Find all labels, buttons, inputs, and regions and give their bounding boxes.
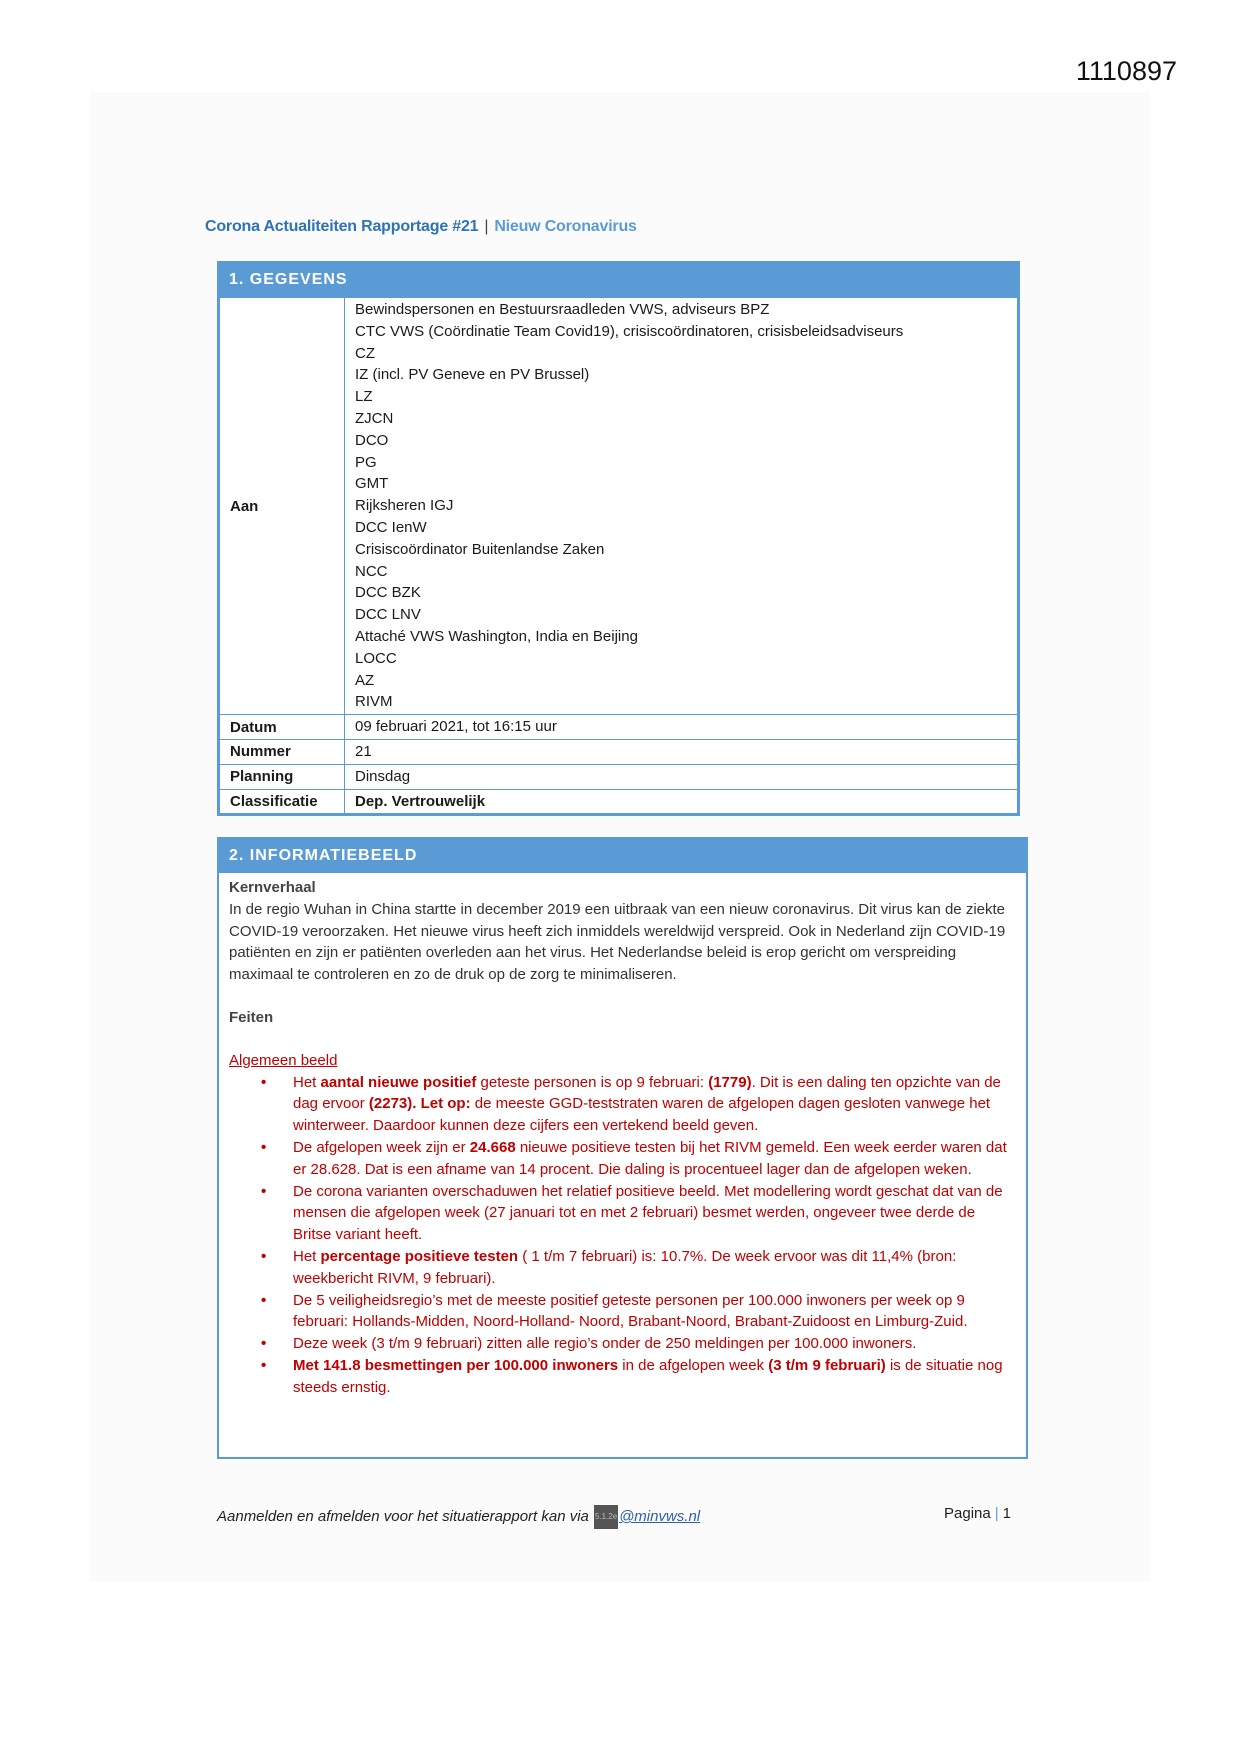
list-item: LOCC [355, 649, 397, 667]
list-item [293, 1181, 1016, 1246]
list-item: Bewindspersonen en Bestuursraadleden VWS, adviseurs BPZ [355, 301, 770, 318]
fact-text: De 5 veiligheidsregio’s met de meeste positief geteste personen per 100.000 inwoners per week op 9 februari: Hollands-Midden, Noord-Holland- Noord, Brabant-Noord, Brabant-Zuidoost en Limburg-Zuid. [293, 1291, 968, 1331]
page-separator: | [994, 1505, 999, 1522]
email-link[interactable]: @minvws.nl [619, 1507, 701, 1525]
page-number-label [944, 1505, 1011, 1522]
fact-text: is de situatie nog steeds ernstig. [293, 1356, 1003, 1396]
planning-value: Dinsdag [345, 764, 1018, 789]
classificatie-value: Dep. Vertrouwelijk [345, 789, 1018, 814]
list-item: CZ [355, 344, 375, 362]
kernverhaal-text: In de regio Wuhan in China startte in december 2019 een uitbraak van een nieuw coronavirus. Dit virus kan de ziekte COVID-19 veroorzaken. Het nieuwe virus heeft zich inmiddels wereldwijd verspreid. Ook in Nederland zijn COVID-19 patiënten en zijn er patiënten overleden aan het virus. Het Nederlandse beleid is erop gericht om verspreiding maximaal te controleren en zo de druk op de zorg te minimaliseren. [229, 900, 1006, 984]
section-informatiebeeld [217, 837, 1028, 1459]
facts-list [229, 1072, 1016, 1399]
kernverhaal-title: Kernverhaal [229, 879, 316, 896]
algemeen-beeld-title: Algemeen beeld [229, 1051, 338, 1069]
page-number: 1 [1002, 1505, 1011, 1522]
section-informatiebeeld-heading: 2. INFORMATIEBEELD [219, 839, 1026, 873]
classificatie-label: Classificatie [220, 789, 345, 814]
list-item: RIVM [355, 693, 393, 711]
list-item: Rijksheren IGJ [355, 497, 454, 515]
table-row [220, 764, 1018, 789]
nummer-value: 21 [345, 739, 1018, 764]
fact-emphasis: percentage positieve testen [320, 1247, 519, 1265]
list-item: DCO [355, 431, 389, 449]
informatiebeeld-body [219, 873, 1026, 1399]
header-separator: | [484, 218, 489, 235]
footer-text: Aanmelden en afmelden voor het situatierapport kan via [217, 1507, 594, 1525]
list-item [293, 1072, 1016, 1137]
aan-label: Aan [220, 298, 345, 715]
list-item [293, 1290, 1016, 1334]
fact-emphasis: (3 t/m 9 februari) [768, 1356, 886, 1374]
report-title: Corona Actualiteiten Rapportage #21 [205, 218, 479, 235]
fact-text: De afgelopen week zijn er [293, 1138, 470, 1156]
list-item: DCC IenW [355, 518, 427, 536]
report-subtitle: Nieuw Coronavirus [494, 218, 637, 235]
list-item [293, 1246, 1016, 1290]
fact-text: Het [293, 1073, 321, 1091]
nummer-label: Nummer [220, 739, 345, 764]
list-item [293, 1355, 1016, 1399]
fact-text: Deze week (3 t/m 9 februari) zitten alle regio’s onder de 250 meldingen per 100.000 inwoners. [293, 1335, 917, 1353]
fact-text: in de afgelopen week [618, 1356, 769, 1374]
datum-value: 09 februari 2021, tot 16:15 uur [345, 715, 1018, 740]
footer-subscribe-note [217, 1505, 700, 1529]
table-row [220, 789, 1018, 814]
fact-text: geteste personen is op 9 februari: [476, 1073, 709, 1091]
list-item: NCC [355, 562, 388, 580]
feiten-title: Feiten [229, 1008, 274, 1026]
list-item: IZ (incl. PV Geneve en PV Brussel) [355, 366, 590, 384]
document-id: 1110897 [1075, 56, 1177, 86]
datum-label: Datum [220, 715, 345, 740]
list-item: LZ [355, 388, 373, 406]
list-item: GMT [355, 475, 389, 493]
page-label: Pagina [944, 1505, 991, 1522]
fact-text: nieuwe positieve testen bij het RIVM gemeld. Een week eerder waren dat er 28.628. Dat is een afname van 14 procent. Die daling is procentueel lager dan de afgelopen weken. [293, 1138, 1007, 1178]
gegevens-table [219, 297, 1018, 814]
fact-emphasis: 24.668 [469, 1138, 516, 1156]
fact-text: de meeste GGD-teststraten waren de afgelopen dagen gesloten vanwege het winterweer. Daardoor kunnen deze cijfers een vertekend beeld geven. [293, 1095, 991, 1135]
table-row [220, 298, 1018, 715]
list-item: Crisiscoördinator Buitenlandse Zaken [355, 540, 605, 558]
redaction-box: 5.1.2e [594, 1505, 618, 1529]
list-item: PG [355, 453, 377, 471]
section-gegevens [217, 261, 1020, 816]
fact-text: De corona varianten overschaduwen het relatief positieve beeld. Met modellering wordt geschat dat van de mensen die afgelopen week (27 januari tot en met 2 februari) besmet werden, ongeveer twee derde de Britse variant heeft. [293, 1182, 1003, 1244]
aan-recipient-list [345, 298, 1018, 715]
list-item: Attaché VWS Washington, India en Beijing [355, 627, 638, 645]
fact-emphasis: Met 141.8 besmettingen per 100.000 inwoners [293, 1356, 619, 1374]
table-row [220, 715, 1018, 740]
fact-emphasis: (1779) [708, 1073, 752, 1091]
report-header [205, 218, 637, 236]
list-item: CTC VWS (Coördinatie Team Covid19), crisiscoördinatoren, crisisbeleidsadviseurs [355, 322, 904, 340]
fact-emphasis: aantal nieuwe positief [320, 1073, 477, 1091]
list-item: DCC BZK [355, 584, 421, 602]
list-item [293, 1137, 1016, 1181]
table-row [220, 739, 1018, 764]
section-gegevens-heading: 1. GEGEVENS [219, 263, 1018, 297]
fact-emphasis: (2273). Let op: [368, 1095, 471, 1113]
list-item [293, 1333, 1016, 1355]
fact-text: ( 1 t/m 7 februari) is: 10.7%. De week ervoor was dit 11,4% (bron: weekbericht RIVM, 9 februari). [293, 1247, 957, 1287]
fact-text: Het [293, 1247, 321, 1265]
list-item: DCC LNV [355, 606, 421, 624]
list-item: ZJCN [355, 409, 394, 427]
planning-label: Planning [220, 764, 345, 789]
list-item: AZ [355, 671, 375, 689]
fact-text: . Dit is een daling ten opzichte van de dag ervoor [293, 1073, 1001, 1113]
